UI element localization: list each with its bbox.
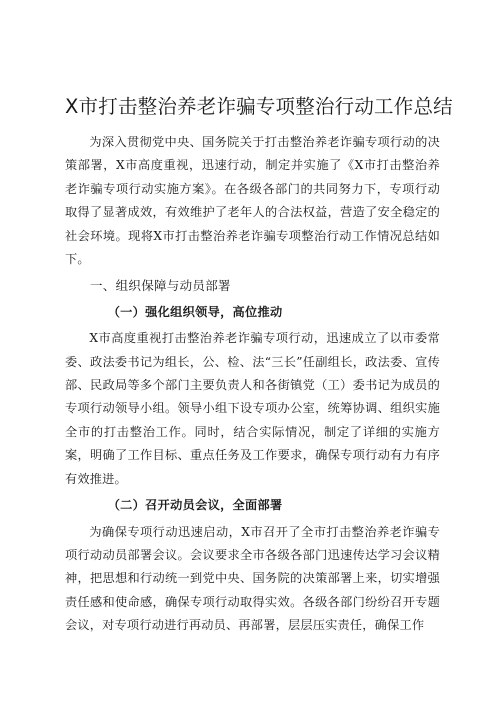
- intro-paragraph: 为深入贯彻党中央、国务院关于打击整治养老诈骗专项行动的决策部署，X市高度重视，迅速行动，制定并实施了《X市打击整治养老诈骗专项行动实施方案》。在各级各部门的共同努力下，专项行动取得了显著成效，有效维护了老年人的合法权益，营造了安全稳定的社会环境。现将X市打击整治养老诈骗专项整治行动工作情况总结如下。: [65, 135, 440, 267]
- document-title: X市打击整治养老诈骗专项整治行动工作总结: [65, 95, 453, 118]
- subsection-heading-2: （二）召开动员会议，全面部署: [107, 498, 283, 513]
- subsection-1-body: X市高度重视打击整治养老诈骗专项行动，迅速成立了以市委常委、政法委书记为组长，公、检、法“三长”任副组长，政法委、宣传部、民政局等多个部门主要负责人和各街镇党（工）委书记为成员的专项行动领导小组。领导小组下设专项办公室，统筹协调、组织实施全市的打击整治工作。同时，结合实际情况，制定了详细的实施方案，明确了工作目标、重点任务及工作要求，确保专项行动有力有序有效推进。: [65, 331, 440, 486]
- subsection-2-body: 为确保专项行动迅速启动，X市召开了全市打击整治养老诈骗专项行动动员部署会议。会议要求全市各级各部门迅速传达学习会议精神，把思想和行动统一到党中央、国务院的决策部署上来，切实增强责任感和使命感，确保专项行动取得实效。各级各部门纷纷召开专题会议，对专项行动进行再动员、再部署，层层压实责任，确保工作: [65, 524, 440, 633]
- section-heading-1: 一、组织保障与动员部署: [90, 278, 231, 294]
- subsection-heading-1: （一）强化组织领导，高位推动: [107, 304, 283, 319]
